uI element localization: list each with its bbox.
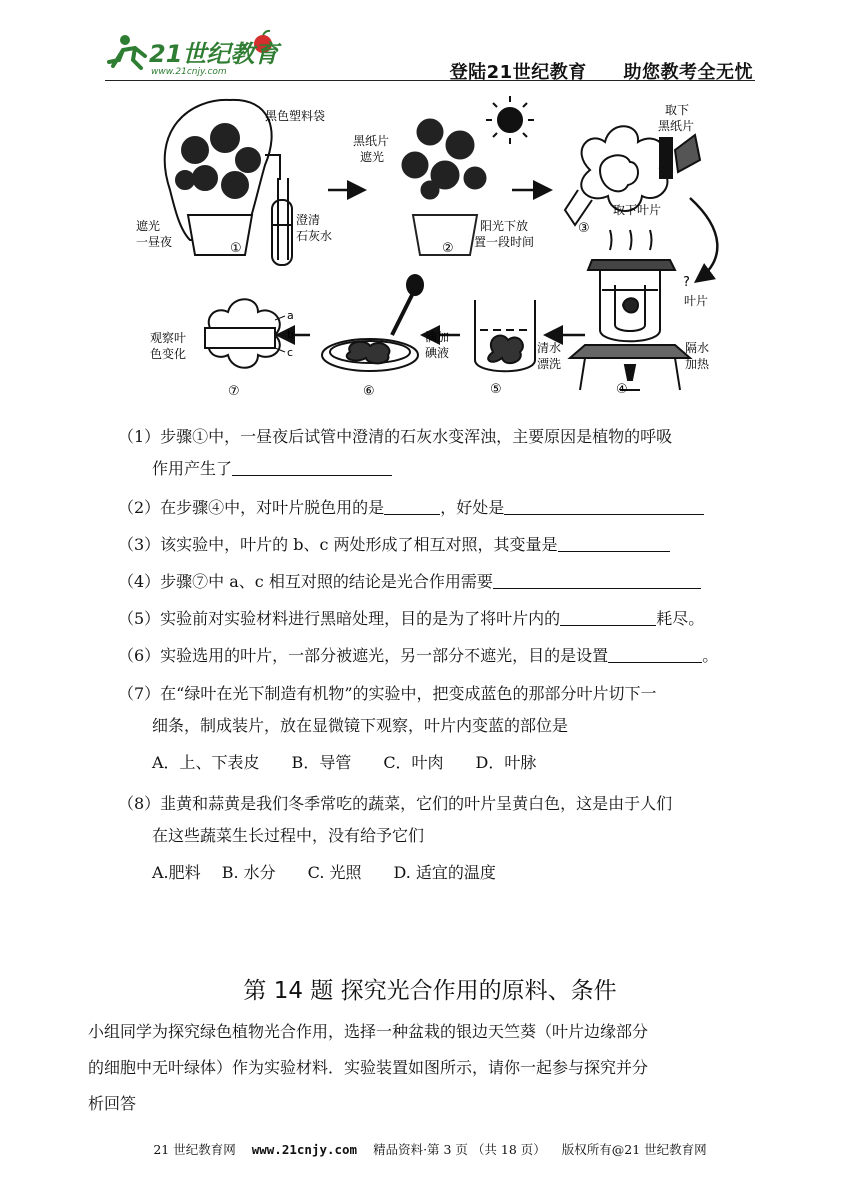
question-2-text-a: （2）在步骤④中，对叶片脱色用的是 [118,498,385,517]
section-intro-line-3: 析回答 [88,1094,137,1113]
label-sun-2: 置一段时间 [474,235,535,249]
section-intro-line-1: 小组同学为探究绿色植物光合作用，选择一种盆栽的银边天竺葵（叶片边缘部分 [88,1022,649,1041]
answer-blank-5[interactable] [560,610,656,626]
label-paper-1: 黑纸片 [353,134,390,148]
step-1-plant-in-bag [165,100,292,265]
label-take-leaf: 取下叶片 [613,203,662,217]
question-4-text: （4）步骤⑦中 a、c 相互对照的结论是光合作用需要 [118,572,493,591]
step-6-iodine [322,275,423,371]
step-4-label: ④ [616,382,628,397]
question-4 [118,572,701,592]
label-paper-2: 遮光 [360,150,385,164]
question-7-line-1: （7）在“绿叶在光下制造有机物”的实验中，把变成蓝色的那部分叶片切下一 [118,684,657,703]
step-3-label: ③ [578,221,590,236]
question-2-text-b: ，好处是 [440,498,505,517]
label-lime-2: 石灰水 [296,229,333,243]
question-1-line-1: （1）步骤①中，一昼夜后试管中澄清的石灰水变浑浊，主要原因是植物的呼吸 [118,427,673,446]
step-5-label: ⑤ [490,382,502,397]
label-bag: 黑色塑料袋 [265,109,326,123]
step-6-label: ⑥ [363,384,375,399]
step-5-rinse [475,300,535,371]
label-dark-2: 一昼夜 [136,235,173,249]
logo-url: www.21cnjy.com [151,67,227,77]
page-header [105,28,755,81]
label-c: c [287,346,294,359]
step-7-label: ⑦ [228,384,240,399]
label-b: b [287,328,294,341]
question-3-text: （3）该实验中，叶片的 b、c 两处形成了相互对照，其变量是 [118,535,558,554]
answer-blank-6[interactable] [608,647,702,663]
logo [105,28,305,78]
label-iodine-2: 碘液 [425,346,450,360]
footer-copyright: 版权所有@21 世纪教育网 [561,1142,707,1157]
label-dark-1: 遮光 [136,219,161,233]
footer-url[interactable]: www.21cnjy.com [251,1142,358,1157]
question-7-options: A．上、下表皮 B．导管 C．叶肉 D．叶脉 [152,753,537,772]
label-rinse-1: 清水 [537,341,562,355]
question-2 [118,498,704,518]
label-remove-2: 黑纸片 [658,119,695,133]
footer-page-info: 精品资料·第 3 页 （共 18 页） [373,1142,546,1157]
label-water-1: 隔水 [685,341,710,355]
label-question: ? [683,275,690,290]
footer-site: 21 世纪教育网 [153,1142,236,1157]
answer-blank-1[interactable] [232,460,392,476]
step-7-observe [205,299,285,368]
section-title: 第 14 题 探究光合作用的原料、条件 [243,978,617,1004]
question-5-text-b: 耗尽。 [656,609,705,628]
slogan-help: 助您教考全无忧 [623,62,753,83]
answer-blank-2a[interactable] [384,499,440,515]
answer-blank-4[interactable] [493,573,701,589]
sun-icon [486,96,534,144]
running-person-icon [109,35,145,68]
question-5-text-a: （5）实验前对实验材料进行黑暗处理，目的是为了将叶片内的 [118,609,561,628]
experiment-figure [130,90,730,405]
label-lime-1: 澄清 [296,213,321,227]
label-observe-2: 色变化 [150,347,187,361]
header-slogan [450,58,753,84]
question-6 [118,646,718,666]
label-water-2: 加热 [685,357,710,371]
logo-text: 21世纪教育 [149,40,279,68]
step-2-label: ② [442,241,454,256]
label-observe-1: 观察叶 [150,331,187,345]
question-6-text-b: 。 [702,646,719,665]
section-intro-line-2: 的细胞中无叶绿体）作为实验材料．实验装置如图所示，请你一起参与探究并分 [88,1058,649,1077]
question-7-line-2: 细条，制成装片，放在显微镜下观察，叶片内变蓝的部位是 [152,716,569,735]
page-footer [0,1140,860,1158]
step-1-label: ① [230,241,242,256]
step-4-water-bath [570,230,690,390]
question-8-options: A.肥料 B. 水分 C. 光照 D. 适宜的温度 [152,863,496,882]
slogan-login: 登陆21世纪教育 [449,62,587,83]
label-sun-1: 阳光下放 [480,219,529,233]
question-3 [118,535,670,555]
label-remove-1: 取下 [665,103,690,117]
question-1-text: 作用产生了 [152,459,233,478]
label-rinse-2: 漂洗 [537,357,562,371]
label-a: a [287,309,294,322]
answer-blank-3[interactable] [558,536,670,552]
answer-blank-2b[interactable] [504,499,704,515]
question-5 [118,609,704,629]
question-6-text-a: （6）实验选用的叶片，一部分被遮光，另一部分不遮光，目的是设置 [118,646,609,665]
label-iodine-1: 滴加 [425,330,450,344]
question-8-line-1: （8）韭黄和蒜黄是我们冬季常吃的蔬菜，它们的叶片呈黄白色，这是由于人们 [118,794,673,813]
label-leaf: 叶片 [684,294,709,308]
question-8-line-2: 在这些蔬菜生长过程中，没有给予它们 [152,826,425,845]
question-1-line-2 [152,459,392,479]
